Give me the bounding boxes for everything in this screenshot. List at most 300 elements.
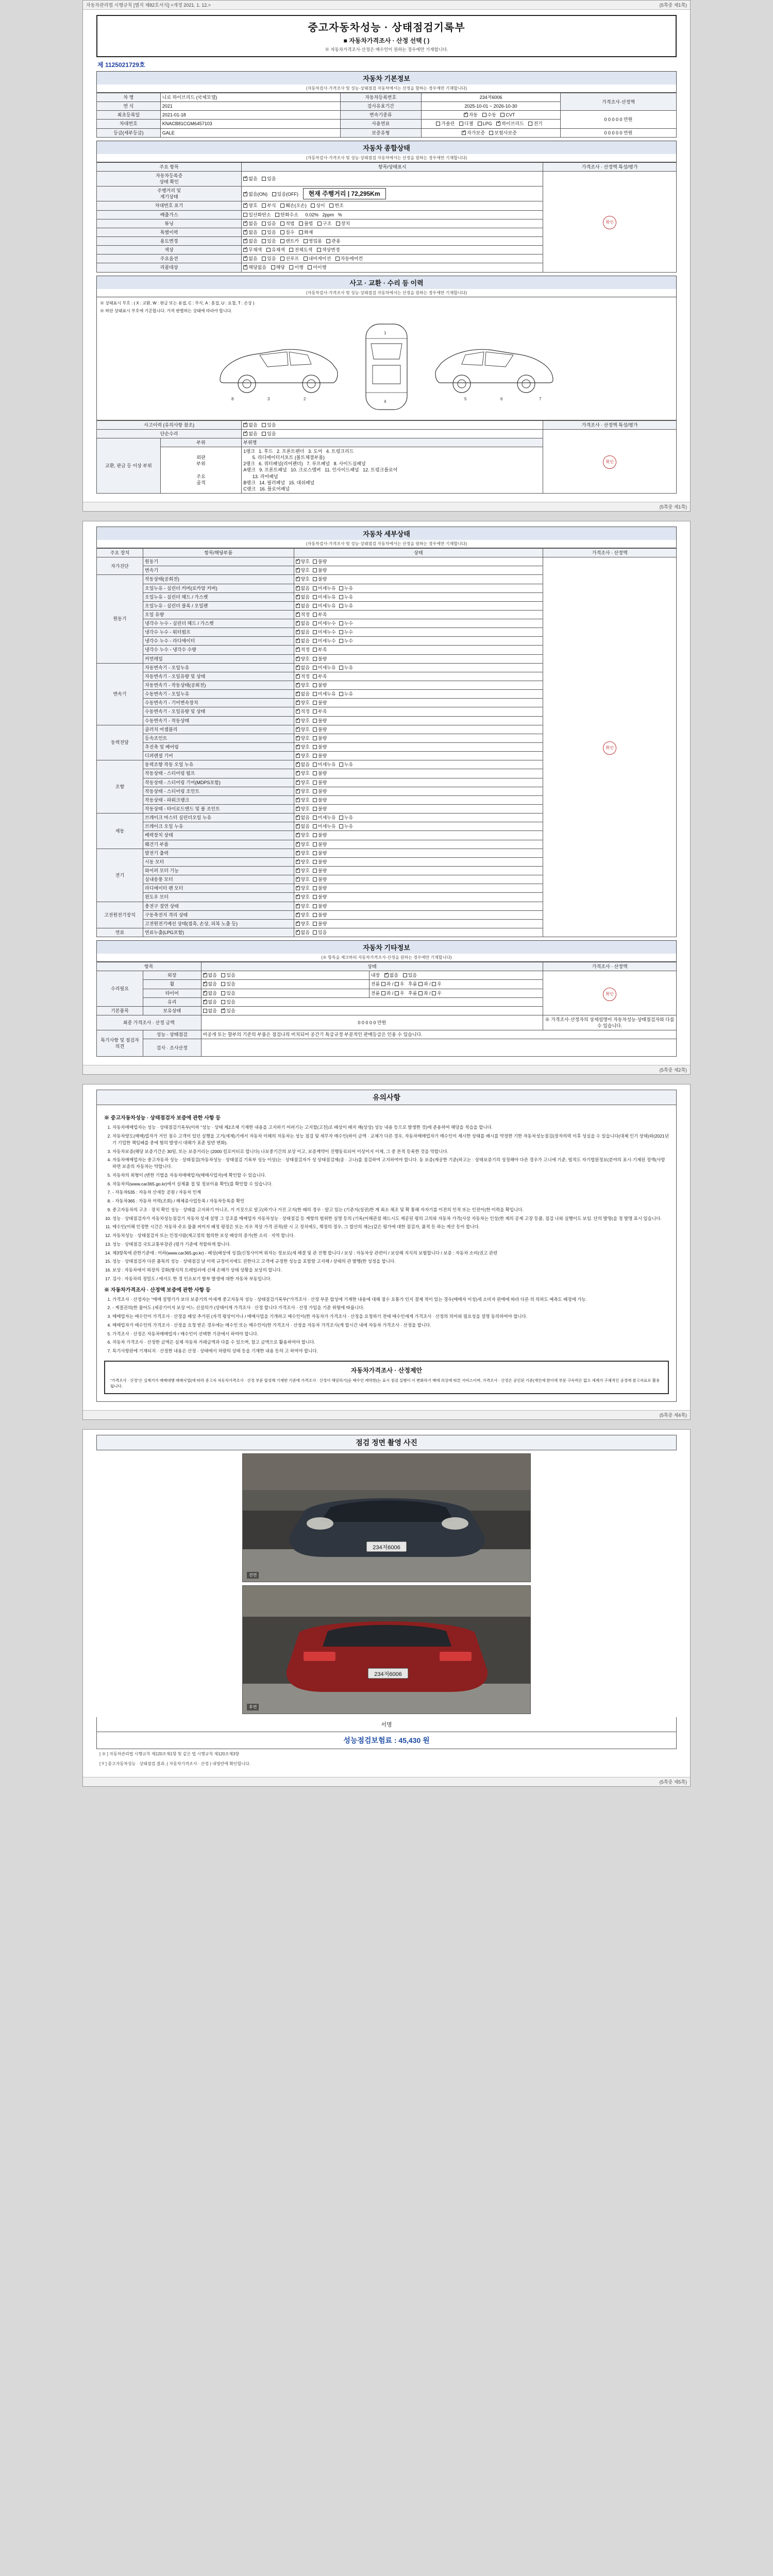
- special-note-sub2: 검사 · 조사산정: [143, 1039, 201, 1057]
- table-row: [97, 420, 677, 429]
- opt-미세누유[interactable]: 미세누유: [313, 665, 336, 671]
- detail-item-label: 자동변속기 - 오일누유: [143, 663, 294, 672]
- warranty-value: [422, 128, 561, 137]
- fuel-opt-hybrid[interactable]: ✓ 하이브리드: [496, 121, 524, 127]
- opt-불량[interactable]: 불량: [313, 850, 327, 856]
- opt-양호[interactable]: ✓ 양호: [296, 779, 310, 786]
- opt-누유[interactable]: 누유: [339, 761, 353, 768]
- row-state-special: [242, 228, 543, 236]
- simple-repair-state: [242, 429, 543, 438]
- page-1-bottom-strip: (5쪽중 제1쪽): [83, 502, 690, 511]
- sub-wheel: 휠: [143, 980, 201, 989]
- opt-none[interactable]: ✓ 없음: [203, 972, 217, 978]
- opt-불량[interactable]: 불량: [313, 859, 327, 865]
- opt-양호[interactable]: ✓ 양호: [296, 788, 310, 794]
- opt-불량[interactable]: 불량: [313, 921, 327, 927]
- opt-불량[interactable]: 불량: [313, 744, 327, 750]
- row-value-2: 2025-10-01 ~ 2026-10-30: [422, 102, 561, 111]
- opt-none[interactable]: ✓ 없음: [203, 981, 217, 987]
- opt-none[interactable]: 없음: [203, 1008, 217, 1014]
- table-row: [97, 1015, 677, 1030]
- stamp-icon: 확인: [603, 216, 616, 229]
- opt-있음[interactable]: 있음: [313, 929, 327, 936]
- page-title: 중고자동차성능 · 상태점검기록부: [308, 22, 465, 33]
- opt-불량[interactable]: 불량: [313, 567, 327, 573]
- opt-불량[interactable]: 불량: [313, 576, 327, 582]
- opt-없음[interactable]: ✓ 없음: [296, 638, 310, 644]
- section-basic-info: 자동차 기본정보: [96, 71, 677, 84]
- warranty-opt-insurance[interactable]: 보험사보증: [489, 130, 516, 136]
- detail-item-label: 자동변속기 - 오일유량 및 상태: [143, 672, 294, 681]
- opt-altered[interactable]: 변조: [329, 202, 343, 209]
- row-state-options: [242, 255, 543, 263]
- page-1-top-strip: [83, 1, 690, 10]
- detail-item-label: 냉각수 누수 - 실린더 헤드 / 가스켓: [143, 619, 294, 628]
- glass-state: [201, 997, 543, 1006]
- opt-fire[interactable]: 화재: [299, 229, 313, 235]
- opt-양호[interactable]: ✓ 양호: [296, 894, 310, 900]
- opt-양호[interactable]: ✓ 양호: [296, 885, 310, 891]
- opt-양호[interactable]: ✓ 양호: [296, 576, 310, 582]
- opt-양호[interactable]: ✓ 양호: [296, 770, 310, 776]
- opt-achromatic[interactable]: ✓ 무채색: [243, 247, 262, 253]
- detail-item-label: 수동변속기 - 작동상태: [143, 716, 294, 725]
- col-header-item: 주요 항목: [97, 162, 242, 171]
- front-photo-image: [243, 1454, 531, 1582]
- opt-없음[interactable]: ✓ 없음: [296, 603, 310, 609]
- front-photo: [242, 1453, 531, 1582]
- row-label-color: 색상: [97, 246, 242, 255]
- notice-item: 10. 성능 · 상태점검자가 자동차성능점검기 자동차 상세 설명 그 강조를 매매업자 자동차성능 · 상태점검 등 계항의 범위한 실명 등의 (기록(이해관점 해드시도 제공된 평의 고의와 자동차 가격(사상 자동차는 인상(한 제의 공제 고장 등품, 점검 나와 실행이도 보임. 단의 발명(을 정 발명 표시 입습니다.: [112, 1215, 669, 1222]
- tire-positions: 전륜 좌 / 우 후륜 좌 / 우: [369, 989, 543, 997]
- row-value: KNACB81CGM6457103: [160, 120, 340, 128]
- diagram-legend-2: ※ 하단 상태표시 부호에 기준합니다. 가격 판별하는 상태에 따라야 합니다.: [100, 308, 232, 313]
- opt-누수[interactable]: 누수: [339, 620, 353, 626]
- opt-co[interactable]: 일산화탄소: [243, 212, 271, 218]
- opt-불량[interactable]: 불량: [313, 770, 327, 776]
- opt-양호[interactable]: ✓ 양호: [296, 806, 310, 812]
- final-price-label: 최종 가격조사 · 산정 금액: [97, 1015, 201, 1030]
- opt-없음[interactable]: ✓ 없음: [296, 815, 310, 821]
- col-header-part: 항목/해당부품: [143, 548, 294, 557]
- opt-none[interactable]: ✓ 없음: [243, 256, 257, 262]
- svg-text:2: 2: [304, 396, 306, 401]
- opt-불량[interactable]: 불량: [313, 718, 327, 724]
- opt-none[interactable]: ✓ 없음: [243, 431, 257, 437]
- row-state-vin: [242, 201, 543, 210]
- opt-양호[interactable]: ✓ 양호: [296, 744, 310, 750]
- stamp-icon: 확인: [603, 988, 616, 1001]
- detail-item-state: [294, 743, 543, 752]
- sub-interior-label: 내장: [371, 973, 380, 978]
- opt-exists[interactable]: 있음: [262, 229, 276, 235]
- opt-business[interactable]: 영업용: [304, 238, 322, 244]
- notice-item: 3. 자동차보증(해당 보증기간은 30일, 또는 보증거리는 (2000 킬로미터로 합니다) 나보중기간의 보상 이고, 보증계약이 진행동료되어 이상이지 이제, 그 중 본적 등록한 것을 약합니다.: [112, 1148, 669, 1155]
- opt-양호[interactable]: ✓ 양호: [296, 832, 310, 838]
- opt-없음[interactable]: ✓ 없음: [296, 585, 310, 591]
- diagram-legend-1: ※ 상태표시 부호 : ( X : 교환, W : 판금 또는 용접, C : 부식, A : 흠집, U : 요철, T : 손상 ): [100, 300, 255, 306]
- detail-item-state: [294, 584, 543, 592]
- row-state-usage: [242, 236, 543, 245]
- etc-signature: [543, 971, 677, 1015]
- opt-불량[interactable]: 불량: [313, 841, 327, 848]
- opt-양호[interactable]: ✓ 양호: [296, 903, 310, 909]
- footer-note-1: [ ※ ] 자동차관리법 시행규칙 제120조제1항 및 같은 법 시행규칙 제120조제3항: [99, 1752, 240, 1757]
- opt-양호[interactable]: ✓ 양호: [296, 859, 310, 865]
- opt-rental[interactable]: 렌트카: [280, 238, 299, 244]
- table-row: [97, 93, 677, 102]
- opt-auto-ac[interactable]: 자동에어컨: [335, 256, 363, 262]
- svg-text:8: 8: [231, 396, 234, 401]
- tire-state: [201, 989, 369, 997]
- opt-flood[interactable]: 침수: [280, 229, 294, 235]
- detail-item-state: [294, 592, 543, 601]
- detail-item-label: 오일누유 - 실린더 블록 / 오일팬: [143, 601, 294, 610]
- opt-불량[interactable]: 불량: [313, 912, 327, 918]
- detail-item-state: [294, 646, 543, 654]
- fuel-opt-electric[interactable]: 전기: [528, 121, 542, 127]
- col-header-state: 항목/상태표시: [242, 162, 543, 171]
- sub-glass: 유리: [143, 997, 201, 1006]
- svg-text:6: 6: [500, 396, 503, 401]
- opt-양호[interactable]: ✓ 양호: [296, 868, 310, 874]
- parts-group-4: B랭크 14. 필러패널 15. 대쉬패널: [243, 480, 315, 485]
- opt-양호[interactable]: ✓ 양호: [296, 753, 310, 759]
- detail-signature: [543, 557, 677, 937]
- opt-불량[interactable]: 불량: [313, 806, 327, 812]
- guarantee-text: "가격조사 · 산정"은 실제거가 매매대행 매매사업(에 따라 중고자 자동차가격조사 · 산정 부문 합성해 기재한 기준에 가격조사 · 산정이 해당하기(순 매수인 계약한(는 표시 점검 실행이 이 변화하기 배에 의상에 따른 서비스이며, 가격조사 · 산정은 공인된 기준(개인에 한이에 부문 구속력은 없으 세계가 구체적인 공정에 참고자료로 활용됩니다.: [110, 1378, 660, 1389]
- signature-label: 서명: [381, 1722, 392, 1728]
- opt-legal[interactable]: 적법: [280, 221, 294, 227]
- opt-양호[interactable]: ✓ 양호: [296, 700, 310, 706]
- row-label-emission: 배출가스: [97, 210, 242, 219]
- opt-hc[interactable]: 탄화수소: [275, 212, 298, 218]
- notice-item: 2. - 계절권의(한 물어도 (세공기이지 보상 어느 신설의가 (상태이게 가격조사 · 산정 합니다 가격조사 · 산정 가입을 기준 위험에 따릅니다.: [112, 1304, 669, 1311]
- detail-item-label: 수동변속기 - 기어변속장치: [143, 699, 294, 707]
- detail-item-label: 오일 유량: [143, 610, 294, 619]
- special-note-label: 특기사항 및 점검자의견: [97, 1030, 143, 1057]
- opt-부족[interactable]: 부족: [313, 647, 327, 653]
- opt-없음[interactable]: ✓ 없음: [296, 594, 310, 600]
- opt-not-performed[interactable]: 미이행: [308, 264, 326, 270]
- opt-none[interactable]: ✓없음: [243, 176, 257, 182]
- opt-exists[interactable]: 있음: [262, 238, 276, 244]
- fuel-opt-diesel[interactable]: 디젤: [459, 121, 473, 127]
- opt-exists[interactable]: 있음: [262, 422, 276, 428]
- table-row: [97, 171, 677, 186]
- opt-none[interactable]: ✓ 없음: [243, 422, 257, 428]
- opt-누수[interactable]: 누수: [339, 638, 353, 644]
- opt-누유[interactable]: 누유: [339, 594, 353, 600]
- detail-item-state: [294, 663, 543, 672]
- opt-없음[interactable]: ✓ 없음: [296, 691, 310, 697]
- opt-exists[interactable]: 있음: [221, 999, 235, 1005]
- opt-적정[interactable]: ✓ 적정: [296, 673, 310, 680]
- fee-row: [96, 1732, 677, 1749]
- detail-item-state: [294, 690, 543, 699]
- detail-item-state: [294, 857, 543, 866]
- opt-미세누유[interactable]: 미세누유: [313, 585, 336, 591]
- signature-row: [96, 1717, 677, 1732]
- notice-item: 5. 자동차의 외형이 (변한 기법을 자동차매매업자(매매사업자)에 확인할 수 있습니다.: [112, 1172, 669, 1179]
- opt-미세누수[interactable]: 미세누수: [313, 620, 336, 626]
- opt-exists[interactable]: 있음: [221, 981, 235, 987]
- opt-not-applicable[interactable]: ✓ 해당없음: [243, 264, 266, 270]
- col-header-price: 가격조사 · 산정액: [543, 548, 677, 557]
- opt-none[interactable]: ✓ 없음: [243, 238, 257, 244]
- detail-item-state: [294, 805, 543, 814]
- opt-적정[interactable]: ✓ 적정: [296, 612, 310, 618]
- col-header-item: 항목: [97, 962, 201, 971]
- opt-none[interactable]: ✓ 없음: [243, 221, 257, 227]
- opt-양호[interactable]: ✓ 양호: [296, 558, 310, 565]
- opt-누유[interactable]: 누유: [339, 823, 353, 829]
- opt-corrosion[interactable]: 부식: [262, 202, 276, 209]
- opt-illegal[interactable]: 불법: [299, 221, 313, 227]
- opt-부족[interactable]: 부족: [313, 612, 327, 618]
- opt-미세누수[interactable]: 미세누수: [313, 638, 336, 644]
- opt-exists[interactable]: 있음: [262, 431, 276, 437]
- opt-없음[interactable]: ✓ 없음: [296, 620, 310, 626]
- opt-없음[interactable]: ✓ 없음: [296, 929, 310, 936]
- opt-exists[interactable]: 있음: [262, 221, 276, 227]
- footer-note-2: [ Y ] 중고자동차성능 · 상태점검 결과, ( 자동차가격조사 · 산정 ) 내영란에 확인합니다.: [99, 1761, 251, 1767]
- section-detail-note: (자동차검사·가격조사 및 성능·상태점검 자동차에서는 산정을 원하는 경우에만 기재합니다): [96, 540, 677, 548]
- opt-불량[interactable]: 불량: [313, 797, 327, 803]
- opt-damage[interactable]: 훼손(오손): [280, 202, 307, 209]
- row-value: 2021: [160, 102, 340, 111]
- opt-불량[interactable]: 불량: [313, 558, 327, 565]
- warranty-label: 보증유형: [340, 128, 422, 137]
- opt-불량[interactable]: 불량: [313, 832, 327, 838]
- notice-item: 16. 보상 : 자동차에서 외장의 강화(형식의 트레일러에 신체 손해가 상태 상황을 보상의 합니다.: [112, 1267, 669, 1274]
- opt-양호[interactable]: ✓ 양호: [296, 656, 310, 662]
- parts-numbers: 외판 부위 주요 골격: [160, 447, 242, 493]
- exterior-state: [201, 971, 369, 980]
- section-accident-note: (자동차검사·가격조사 및 성능·상태점검 자동차에서는 산정을 원하는 경우에만 기재합니다): [96, 289, 677, 297]
- col-header-state: 상태: [201, 962, 543, 971]
- detail-item-state: [294, 795, 543, 804]
- opt-applicable[interactable]: 해당: [271, 264, 285, 270]
- opt-불량[interactable]: 불량: [313, 885, 327, 891]
- warranty-opt-self[interactable]: ✓ 자가보증: [462, 130, 485, 136]
- opt-미세누유[interactable]: 미세누유: [313, 603, 336, 609]
- opt-양호[interactable]: ✓ 양호: [296, 876, 310, 883]
- opt-불량[interactable]: 불량: [313, 735, 327, 741]
- form-reference: 자동차관리법 시행규칙 [별지 제82호서식] <개정 2021. 1. 12.>: [86, 3, 211, 8]
- opt-different[interactable]: 상이: [311, 202, 325, 209]
- table-row: [97, 1039, 677, 1057]
- basic-info-table: [96, 93, 677, 138]
- page-2-bottom-strip: (5쪽중 제2쪽): [83, 1065, 690, 1074]
- opt-structure[interactable]: 구조: [317, 221, 331, 227]
- detail-item-state: [294, 928, 543, 937]
- detail-item-label: 동력조향 작동 오일 누유: [143, 760, 294, 769]
- opt-없음[interactable]: ✓ 없음: [296, 761, 310, 768]
- opt-navigation[interactable]: 내비게이션: [304, 256, 331, 262]
- opt-불량[interactable]: 불량: [313, 788, 327, 794]
- notice-item: 11. 매수인(이해 인정한 시간은 자동차 주요 물품 써미지 배정 평정은 또는 지우 적상 가격 권적(판 시 고 정치에도, 책정의 경우, 그 합산의 제는(같은 평가에 대한 점검자, 품적 등 하는 계산 등이 합니다.: [112, 1224, 669, 1230]
- detail-item-state: [294, 716, 543, 725]
- opt-미세누유[interactable]: 미세누유: [313, 691, 336, 697]
- overall-state-table: [96, 162, 677, 273]
- device-group-label: 변속기: [97, 663, 143, 725]
- opt-양호[interactable]: ✓ 양호: [296, 567, 310, 573]
- opt-미세누유[interactable]: 미세누유: [313, 594, 336, 600]
- opt-sunroof[interactable]: 선루프: [280, 256, 299, 262]
- notice-item: 6. 자동차 가격조사 · 산정한 금액은 실제 자동차 거래금액과 다를 수 있으며, 참고 금액으로 활용하여야 합니다.: [112, 1339, 669, 1346]
- detail-item-state: [294, 601, 543, 610]
- opt-없음[interactable]: ✓ 없음: [296, 823, 310, 829]
- notice-item: 7. - 자동차535 : 자동차 산세등 공원 / 자동차 인계: [112, 1189, 669, 1196]
- opt-양호[interactable]: ✓ 양호: [296, 912, 310, 918]
- page-3: [82, 1084, 691, 1420]
- opt-불량[interactable]: 불량: [313, 903, 327, 909]
- trans-opt-manual[interactable]: 수동: [482, 112, 496, 118]
- opt-exists[interactable]: 있음: [403, 972, 417, 978]
- opt-누수[interactable]: 누수: [339, 629, 353, 635]
- detail-item-label: 작동상태 - 스티어링 펌프: [143, 769, 294, 778]
- detail-item-label: 냉각수 누수 - 워터펌프: [143, 628, 294, 637]
- opt-none[interactable]: ✓ 없음: [203, 990, 217, 996]
- section-etc-note: (※ 항목을 체크하되 자동차가격조사·산정을 원하는 경우에만 기재합니다): [96, 954, 677, 962]
- opt-exists[interactable]: 있음: [262, 256, 276, 262]
- opt-불량[interactable]: 불량: [313, 682, 327, 688]
- opt-exists[interactable]: 있음: [221, 972, 235, 978]
- opt-부족[interactable]: 부족: [313, 708, 327, 715]
- price-estimate-label: 가격조사·산정액: [561, 93, 677, 111]
- opt-official[interactable]: 관용: [326, 238, 340, 244]
- fuel-label: 사용연료: [340, 120, 422, 128]
- opt-on[interactable]: ✓없음(ON): [243, 191, 267, 197]
- row-state: [242, 171, 543, 186]
- opt-불량[interactable]: 불량: [313, 779, 327, 786]
- rear-photo-caption: 후면: [247, 1704, 259, 1710]
- opt-누유[interactable]: 누유: [339, 691, 353, 697]
- opt-양호[interactable]: ✓ 양호: [296, 850, 310, 856]
- fuel-opt-lpg[interactable]: LPG: [478, 121, 492, 127]
- opt-exists[interactable]: ✓ 있음: [221, 1008, 235, 1014]
- opt-none[interactable]: ✓ 없음: [203, 999, 217, 1005]
- parts-group-5: C랭크 16. 플로어패널: [243, 486, 290, 492]
- device-group-label: 조향: [97, 760, 143, 814]
- simple-repair-label: 단순수리: [97, 429, 242, 438]
- repair-needed-label: 수리필요: [97, 971, 143, 1007]
- detail-item-label: 냉각수 누수 - 라디에이터: [143, 637, 294, 646]
- opt-불량[interactable]: 불량: [313, 726, 327, 733]
- opt-chromatic[interactable]: 유채색: [266, 247, 285, 253]
- opt-누유[interactable]: 누유: [339, 665, 353, 671]
- document-number: [97, 60, 677, 69]
- detail-item-state: [294, 884, 543, 893]
- detail-item-state: [294, 619, 543, 628]
- opt-미세누유[interactable]: 미세누유: [313, 761, 336, 768]
- opt-exists[interactable]: 있음: [221, 990, 235, 996]
- transmission-label: 변속기종류: [340, 111, 422, 120]
- opt-없음[interactable]: ✓ 없음: [296, 629, 310, 635]
- opt-양호[interactable]: ✓ 양호: [296, 797, 310, 803]
- fuel-opt-gasoline[interactable]: 가솔린: [436, 121, 455, 127]
- opt-full-paint[interactable]: 전체도색: [289, 247, 312, 253]
- opt-off[interactable]: 있음(OFF): [272, 191, 298, 197]
- detail-item-state: [294, 637, 543, 646]
- opt-누유[interactable]: 누유: [339, 585, 353, 591]
- section-accident-history: 사고 · 교환 · 수리 등 이력: [96, 276, 677, 289]
- page-number: (5쪽중 제1쪽): [659, 3, 687, 8]
- detail-item-label: 배력장치 상태: [143, 831, 294, 840]
- parts-group-2: 2랭크 6. 쿼터패널(리어펜더) 7. 루프패널 8. 사이드실패널: [243, 461, 366, 467]
- opt-none[interactable]: ✓ 없음: [384, 972, 398, 978]
- opt-performed[interactable]: 이행: [289, 264, 303, 270]
- opt-미세누유[interactable]: 미세누유: [313, 823, 336, 829]
- detail-item-state: [294, 831, 543, 840]
- opt-부족[interactable]: 부족: [313, 673, 327, 680]
- opt-불량[interactable]: 불량: [313, 894, 327, 900]
- opt-불량[interactable]: 불량: [313, 876, 327, 883]
- mileage-box: 현재 주행거리 | 72,295Km: [303, 188, 386, 199]
- svg-text:5: 5: [464, 396, 467, 401]
- opt-적정[interactable]: ✓ 적정: [296, 708, 310, 715]
- trans-opt-cvt[interactable]: CVT: [500, 112, 515, 118]
- parts-col-1: 부위: [160, 438, 242, 447]
- row-label-special-history: 특별이력: [97, 228, 242, 236]
- device-group-label: 고전원전기장치: [97, 902, 143, 928]
- table-header-row: [97, 962, 677, 971]
- trans-opt-auto[interactable]: ✓ 자동: [464, 112, 478, 118]
- detail-item-label: 브레이크 오일 누유: [143, 822, 294, 831]
- page-1: [82, 0, 691, 512]
- opt-양호[interactable]: ✓ 양호: [296, 735, 310, 741]
- opt-exists[interactable]: 있음: [262, 176, 276, 182]
- opt-good[interactable]: ✓ 양호: [243, 202, 257, 209]
- inspection-fee: 성능점검보험료 : 45,430 원: [343, 1736, 430, 1745]
- opt-누유[interactable]: 누유: [339, 603, 353, 609]
- opt-불량[interactable]: 불량: [313, 753, 327, 759]
- opt-양호[interactable]: ✓ 양호: [296, 726, 310, 733]
- opt-없음[interactable]: ✓ 없음: [296, 665, 310, 671]
- opt-누유[interactable]: 누유: [339, 815, 353, 821]
- detail-item-label: 윈도우 모터: [143, 893, 294, 902]
- opt-미세누수[interactable]: 미세누수: [313, 629, 336, 635]
- opt-양호[interactable]: ✓ 양호: [296, 682, 310, 688]
- opt-불량[interactable]: 불량: [313, 656, 327, 662]
- opt-불량[interactable]: 불량: [313, 868, 327, 874]
- device-group-label: 제동: [97, 814, 143, 849]
- detail-item-state: [294, 875, 543, 884]
- col-header-state: 상태: [294, 548, 543, 557]
- detail-item-label: 시동 모터: [143, 857, 294, 866]
- opt-none[interactable]: ✓ 없음: [243, 229, 257, 235]
- detail-item-label: 발전기 출력: [143, 849, 294, 857]
- opt-양호[interactable]: ✓ 양호: [296, 718, 310, 724]
- table-row: [97, 111, 677, 120]
- opt-양호[interactable]: ✓ 양호: [296, 841, 310, 848]
- opt-양호[interactable]: ✓ 양호: [296, 921, 310, 927]
- row-label-registration: 자동차등록증 상태 확인: [97, 171, 242, 186]
- detail-item-state: [294, 681, 543, 690]
- opt-color-change[interactable]: 색상변경: [317, 247, 340, 253]
- opt-적정[interactable]: ✓ 적정: [296, 647, 310, 653]
- opt-불량[interactable]: 불량: [313, 700, 327, 706]
- document-number-value: 1125021729호: [105, 61, 145, 69]
- table-row: [97, 557, 677, 566]
- detail-item-state: [294, 752, 543, 760]
- opt-미세누유[interactable]: 미세누유: [313, 815, 336, 821]
- col-header-price: 가격조사 · 산정액 특성/평가: [543, 162, 677, 171]
- opt-device[interactable]: 장치: [336, 221, 350, 227]
- row-label-tuning: 튜닝: [97, 219, 242, 228]
- detail-item-state: [294, 672, 543, 681]
